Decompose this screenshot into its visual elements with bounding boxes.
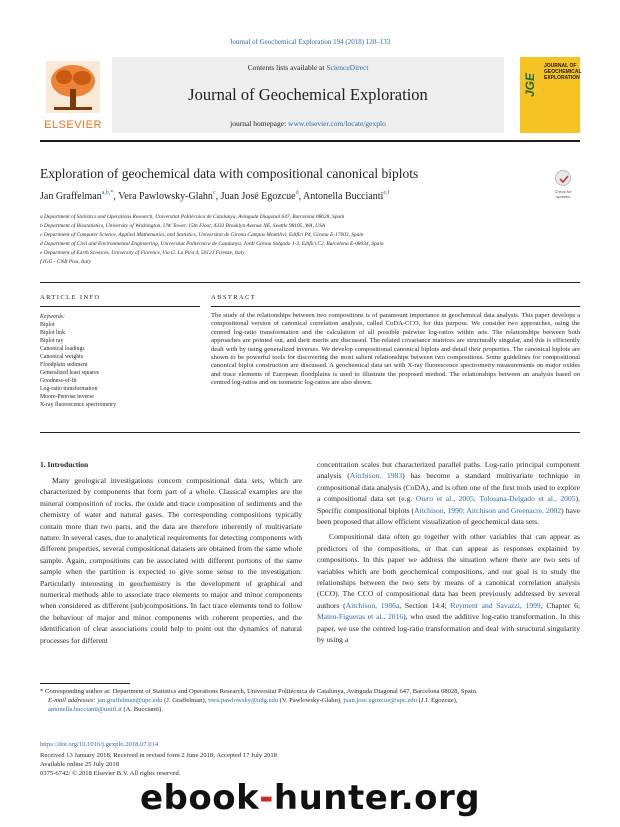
sciencedirect-link[interactable]: ScienceDirect [326, 63, 369, 72]
keyword-item: Goodness-of-fit [40, 378, 77, 384]
keyword-item: Log-ratio transformation [40, 386, 98, 392]
keywords-label: Keywords: [40, 314, 65, 320]
affiliation-item: f IGG - CNR Pisa, Italy [40, 259, 91, 265]
doi-link[interactable]: https://doi.org/10.1016/j.gexplo.2018.07.014 [40, 741, 159, 748]
email-addresses [40, 697, 580, 715]
article-info-heading: ARTICLE INFO [40, 294, 101, 301]
body-text-segment: , Chapter 6; [540, 600, 580, 610]
article-title: Exploration of geochemical data with compositional canonical biplots [40, 166, 419, 181]
email-link[interactable]: jan.graffelman@upc.edu [97, 696, 163, 704]
body-column-right [317, 459, 580, 646]
body-paragraph [317, 531, 580, 645]
citation-link[interactable]: Reyment and Savazzi, 1999 [450, 600, 541, 610]
author-name[interactable]: Antonella Buccianti [303, 191, 384, 202]
body-text-segment: , Section 14.4; [399, 600, 451, 610]
email-link[interactable]: juan.jose.egozcue@upc.edu [343, 696, 418, 704]
masthead-center-panel [112, 57, 504, 133]
affiliation-item: b Department of Biostatistics, University of Washington, UW Tower, 15th Floor, 4333 Brooklyn Avenue NE, Seattle 98105, WA, USA [40, 223, 326, 229]
watermark-part: ebook [140, 778, 260, 818]
author-list: Jan Graffelman$^{a,b,*}$, Vera Pawlowsky-Glahn$^c$, Juan José Egozcue$^d$, Antonella Buccianti$^{e,f}$ [40, 190, 390, 202]
citation-link[interactable]: Otero et al., 2005; Tolosana-Delgado et al., 2005 [415, 494, 576, 504]
citation-link[interactable]: Aitchison, 1990; Aitchison and Greenacre, 2002 [414, 505, 562, 515]
affiliation-item: e Department of Earth Sciences, University of Florence, Via G. La Pira 4, 50121 Firenze, Italy [40, 250, 245, 256]
header-divider [40, 140, 580, 142]
author-name[interactable]: Vera Pawlowsky-Glahn [118, 191, 213, 202]
author-name[interactable]: Juan José Egozcue [220, 191, 296, 202]
keyword-item: Floodplain sediment [40, 362, 88, 368]
contents-prefix: Contents lists available at [247, 63, 327, 72]
corresponding-author-footnote [40, 688, 580, 714]
email-link[interactable]: antonella.buccianti@unifi.it [48, 705, 122, 713]
body-text-segment: ) has become a standard multivariate technique in compositional data analysis (CoDA), and is often one of the first tools used to explore a compositional data set (e.g. [317, 471, 580, 504]
check-updates-label: Check for updates [554, 189, 572, 199]
body-text-segment: ), who used the additive log-ratio transformation. In this paper, we use the centred log-ratio transformation and deal with structural singularity by using a [317, 612, 580, 645]
author-affiliation-marker[interactable]: a,b,* [101, 190, 114, 196]
watermark-dash: - [259, 778, 274, 818]
journal-title: Journal of Geochemical Exploration [188, 85, 428, 104]
elsevier-logo [40, 57, 106, 133]
cover-title: JOURNAL OF GEOCHEMICAL EXPLORATION [544, 63, 582, 81]
body-column-left [40, 475, 302, 646]
citation-link[interactable]: Aitchison, 1983 [349, 471, 403, 481]
keyword-item: Biplot link [40, 330, 65, 336]
affiliation-item: a Department of Statistics and Operations Research, Universitat Politècnica de Catalunya, Avinguda Diagonal 647, Barcelona 08028, Spain [40, 214, 345, 220]
email-owner: (J. Graffelman), [162, 696, 208, 704]
keywords-list [40, 313, 200, 409]
body-paragraph [317, 459, 580, 527]
journal-cover-image[interactable] [520, 57, 580, 133]
watermark-overlay [140, 778, 620, 818]
elsevier-tree-icon [46, 61, 100, 113]
body-text-segment: concentration scales but characterized parallel paths. Log-ratio principal component analysis ( [317, 460, 580, 481]
author-name[interactable]: Jan Graffelman [40, 191, 102, 202]
abstract-heading: ABSTRACT [211, 294, 257, 301]
body-text-segment: ) have been proposed that allow efficient visualization of geochemical data sets. [317, 505, 580, 527]
affiliation-item: c Department of Computer Science, Applied Mathematics, and Statistics, Universitat de Girona Campus Montilivi, Edifici P4, Girona E-17003, Spain [40, 232, 364, 238]
author-affiliation-marker[interactable]: e,f [383, 190, 390, 196]
abstract-rule [211, 306, 580, 307]
corresponding-author-note: * Corresponding author at: Department of Statistics and Operations Research, Universitat Politècnica de Catalunya, Avinguda Diagonal 647, Barcelona 08028, Spain. [40, 688, 478, 695]
body-paragraph: Many geological investigations concern compositional data sets, which are characterized by components that form part of a whole. Classical examples are the mineral composition of rocks, the oxide and trace composition of sediments and the chemistry of water and natural gases. The corresponding compositions typically contain more than two parts, and the data are therefore inherently of multivariate nature. In several cases, due to analytical requirements for detecting components with different properties, several compositional datasets are obtained from the same whole sample. Again, compositions can be associated with different portions of the same sample when the partition is expected to give some sense to the investigation. Particularly interesting in geochemistry is the development of graphical and numerical methods able to associate trace elements to major and minor components when considered as different (sub)compositions. In fact trace elements tend to follow the behaviour of major and minor components with coherent properties, and the identification of clear associations could help to point out the dynamics of natural processes for different [40, 476, 302, 645]
citation-link[interactable]: Mateu-Figueras et al., 2016 [317, 612, 404, 622]
keyword-item: Canonical loadings [40, 346, 85, 352]
abstract-body: The study of the relationships between two compositions is of paramount importance in geochemical data analysis. This paper develops a compositional version of canonical correlation analysis, called CoDA-CCO, for this purpose. We consider two approaches, using the centred log-ratio transformation and the calculation of all possible pairwise log-ratios within sets. The relationships between both approaches are pointed out, and their merits are discussed. The related covariance matrices are structurally singular, and this is efficiently dealt with by using generalized inverses. We develop compositional canonical biplots and detail their properties. The canonical biplots are shown to be powerful tools for discovering the most salient relationships between two compositions. Some guidelines for compositional canonical biplot construction are discussed. A geochemical data set with X-ray fluorescence spectrometry measurements on major oxides and trace elements of European floodplains is used to illustrate the proposed method. The relationships between an analysis based on centred log-ratios and on isometric log-ratios are also shown. [211, 312, 580, 387]
affiliation-item: d Department of Civil and Environmental Engineering, Universitat Politècnica de Catalunya, Jordi Girona Salgado 1-3, Edifici C2, Barcelona E-08034, Spain [40, 241, 384, 247]
check-for-updates-button[interactable] [547, 170, 579, 204]
section-divider [40, 432, 580, 433]
author-affiliation-marker[interactable]: d [295, 190, 299, 196]
journal-masthead [40, 57, 580, 133]
email-label: E-mail addresses: [48, 696, 98, 704]
cover-letters: JGE [523, 73, 537, 98]
citation-link[interactable]: Aitchison, 1986a [345, 600, 400, 610]
online-date: Available online 25 July 2018 [40, 761, 119, 768]
keyword-item: Biplot ray [40, 338, 64, 344]
body-text-segment: ). Specific compositional biplots ( [317, 494, 581, 515]
article-info-rule [40, 306, 200, 307]
elsevier-wordmark: ELSEVIER [44, 119, 102, 131]
email-owner: (A. Buccianti). [121, 705, 163, 713]
keyword-item: X-ray fluorescence spectrometry [40, 402, 116, 408]
email-link[interactable]: vera.pawlowsky@udg.edu [207, 696, 279, 704]
body-text-segment: Compositional data often go together with other variables that can appear as predictors of the compositions, or that can appear as responses explained by compositions. In this paper we address the situation where there are two sets of variables which are both geochemical compositions, and our goal is to study the relationships between the two sets by means of a canonical correlation analysis (CCO). The CCO of compositional data has been previously addressed by several authors ( [317, 532, 580, 610]
homepage-line [112, 119, 504, 128]
keyword-item: Biplot [40, 322, 55, 328]
email-owner: (J.J. Egozcue), [417, 696, 458, 704]
keyword-item: Generalized least squares [40, 370, 99, 376]
copyright-notice: 0375-6742/ © 2018 Elsevier B.V. All rights reserved. [40, 770, 181, 777]
watermark-part: hunter.org [273, 778, 481, 818]
author-affiliation-marker[interactable]: c [212, 190, 216, 196]
check-updates-icon [555, 170, 571, 186]
keyword-item: Canonical weights [40, 354, 83, 360]
received-dates: Received 13 January 2018; Received in revised form 2 June 2018; Accepted 17 July 2018 [40, 752, 277, 759]
section-divider [40, 282, 580, 283]
keyword-item: Moore-Penrose inverse [40, 394, 94, 400]
homepage-prefix: journal homepage: [230, 119, 289, 128]
homepage-link[interactable]: www.elsevier.com/locate/gexplo [288, 119, 386, 128]
section-heading-introduction: 1. Introduction [40, 460, 89, 469]
contents-line [112, 63, 504, 72]
email-owner: (V. Pawlowsky-Glahn), [278, 696, 344, 704]
footnote-rule [40, 683, 130, 684]
journal-citation-link[interactable]: Journal of Geochemical Exploration 194 (2018) 120–133 [229, 38, 391, 46]
